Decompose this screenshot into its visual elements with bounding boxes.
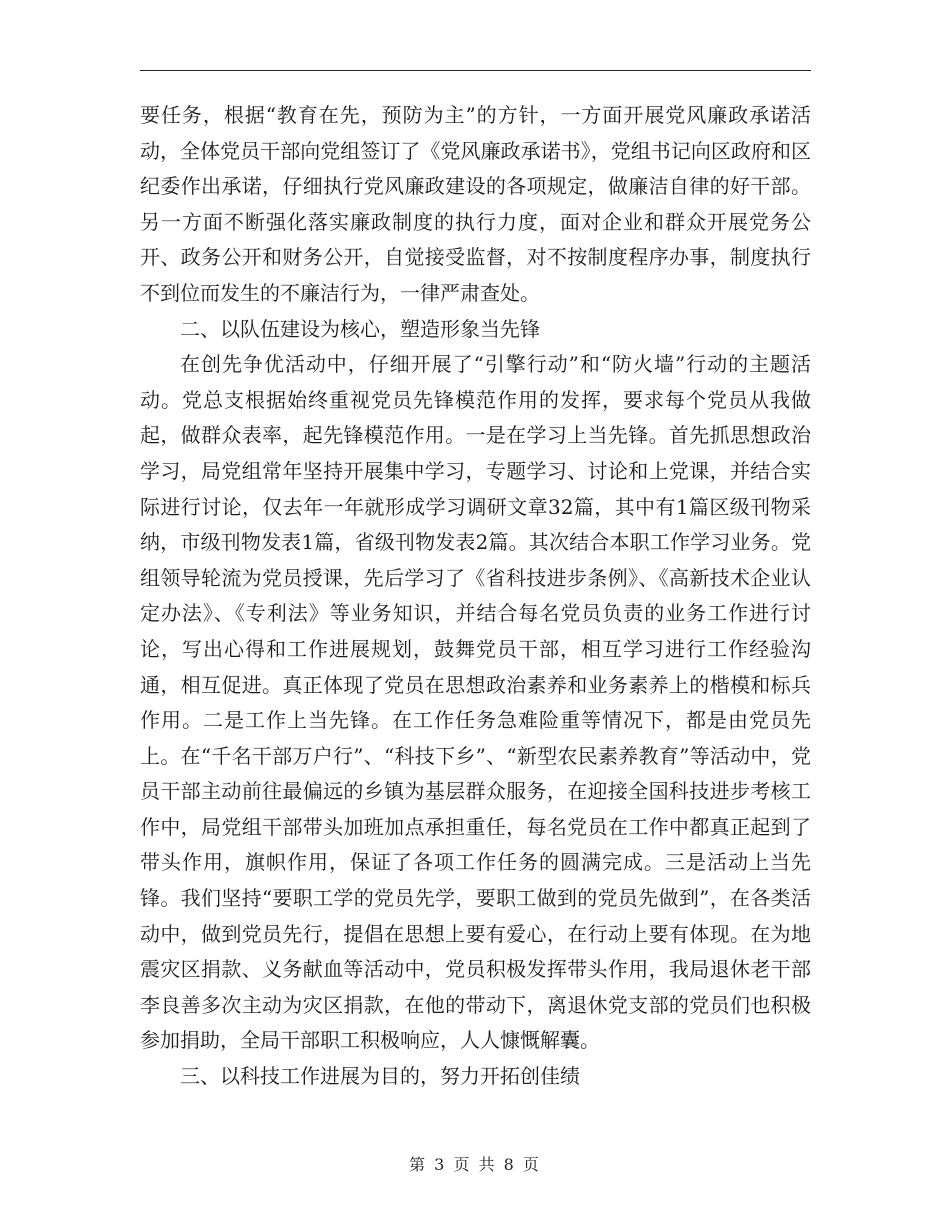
document-body: [140, 98, 811, 1095]
section-heading: 三、以科技工作进展为目的，努力开拓创佳绩: [180, 1064, 580, 1089]
paragraph: 在创先争优活动中，仔细开展了“引擎行动”和“防火墙”行动的主题活动。党总支根据始终重视党员先锋模范作用的发挥，要求每个党员从我做起，做群众表率，起先锋模范作用。一是在学习上当先锋。首先抓思想政治学习，局党组常年坚持开展集中学习，专题学习、讨论和上党课，并结合实际进行讨论，仅去年一年就形成学习调研文章32篇，其中有1篇区级刊物采纳，市级刊物发表1篇，省级刊物发表2篇。其次结合本职工作学习业务。党组领导轮流为党员授课，先后学习了《省科技进步条例》、《高新技术企业认定办法》、《专利法》等业务知识，并结合每名党员负责的业务工作进行讨论，写出心得和工作进展规划，鼓舞党员干部，相互学习进行工作经验沟通，相互促进。真正体现了党员在思想政治素养和业务素养上的楷模和标兵作用。二是工作上当先锋。在工作任务急难险重等情况下，都是由党员先上。在“千名干部万户行”、“科技下乡”、“新型农民素养教育”等活动中，党员干部主动前往最偏远的乡镇为基层群众服务，在迎接全国科技进步考核工作中，局党组干部带头加班加点承担重任，每名党员在工作中都真正起到了带头作用，旗帜作用，保证了各项工作任务的圆满完成。三是活动上当先锋。我们坚持“要职工学的党员先学，要职工做到的党员先做到”，在各类活动中，做到党员先行，提倡在思想上要有爱心，在行动上要有体现。在为地震灾区捐款、义务献血等活动中，党员积极发挥带头作用，我局退休老干部李良善多次主动为灾区捐款，在他的带动下，离退休党支部的党员们也积极参加捐助，全局干部职工积极响应，人人慷慨解囊。: [140, 352, 811, 1053]
paragraph: 要任务，根据“教育在先，预防为主”的方针，一方面开展党风廉政承诺活动，全体党员干部向党组签订了《党风廉政承诺书》，党组书记向区政府和区纪委作出承诺，仔细执行党风廉政建设的各项规定，做廉洁自律的好干部。另一方面不断强化落实廉政制度的执行力度，面对企业和群众开展党务公开、政务公开和财务公开，自觉接受监督，对不按制度程序办事，制度执行不到位而发生的不廉洁行为，一律严肃查处。: [140, 103, 811, 305]
page-footer: 第 3 页 共 8 页: [409, 1155, 541, 1174]
header-rule: [140, 70, 811, 71]
section-heading: 二、以队伍建设为核心，塑造形象当先锋: [180, 316, 540, 341]
